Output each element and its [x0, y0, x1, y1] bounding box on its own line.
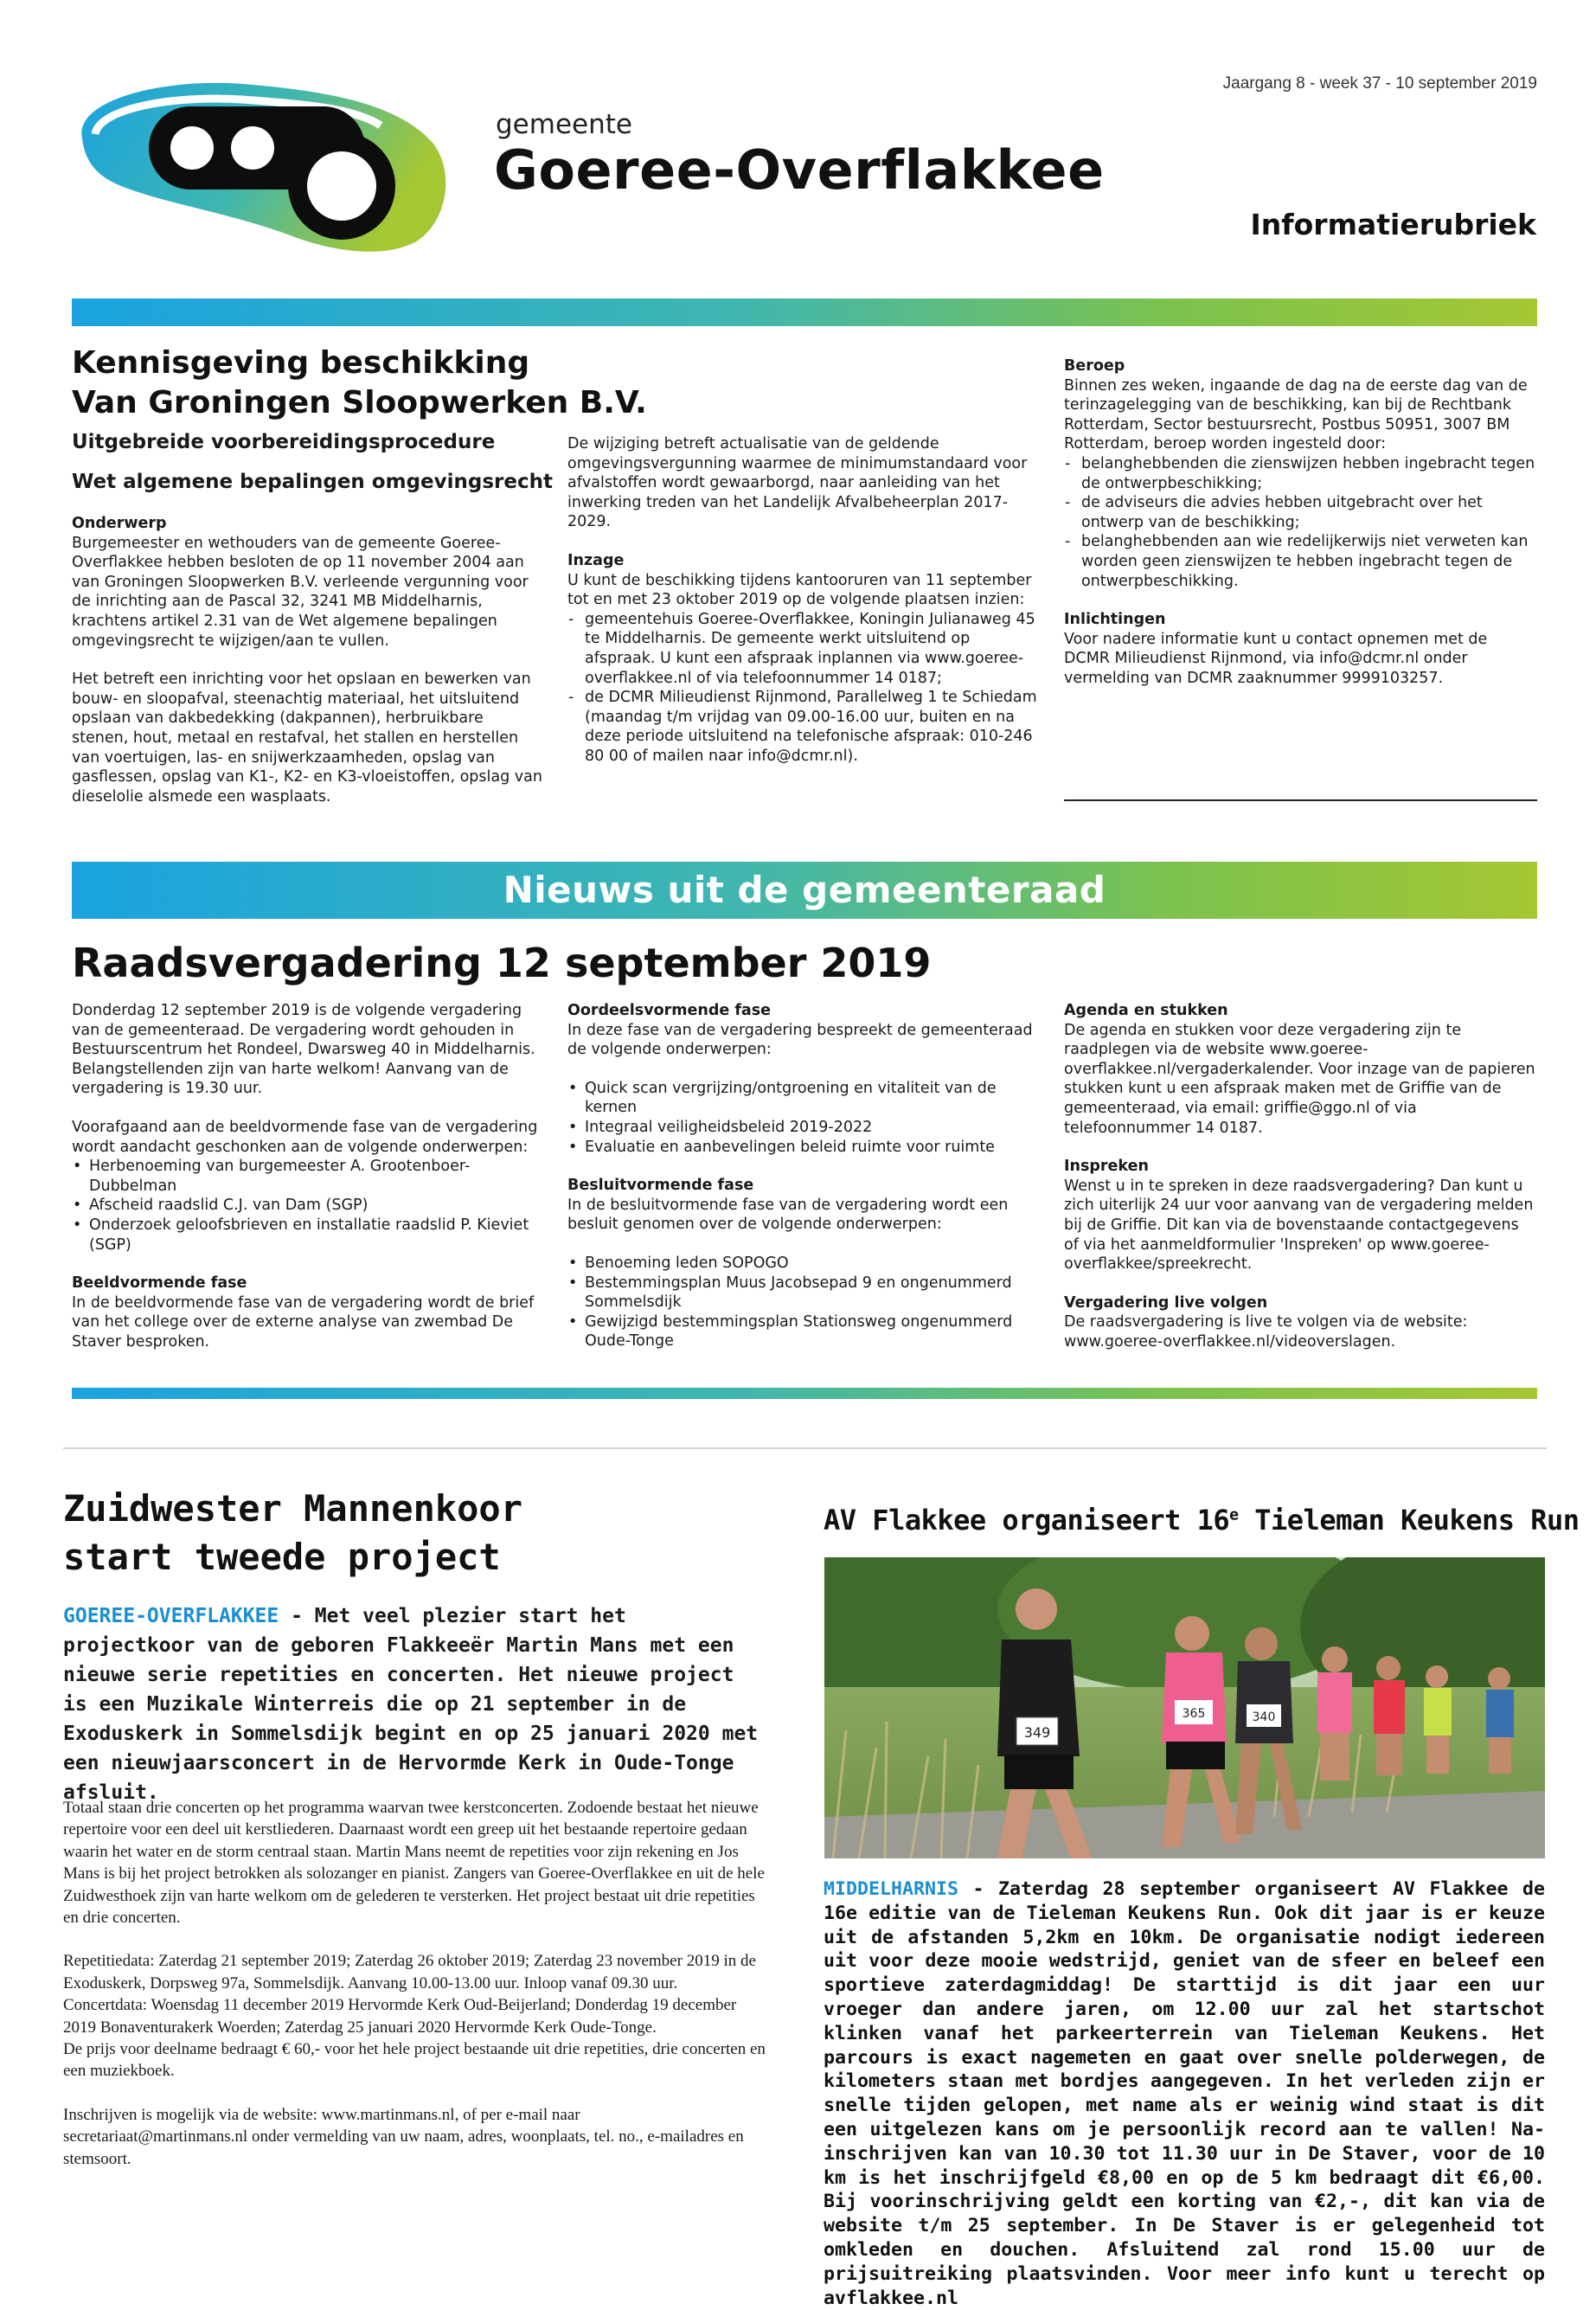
agenda-text: De agenda en stukken voor deze vergadering zijn te raadplegen via de website www.goeree-overflakkee.nl/vergaderkalender. Voor inzage van de papieren stukken kunt u een afspraak maken met de Griffie van de gemeenteraad, via email: griffie@ggo.nl of via telefoonnummer 14 0187. [1064, 1021, 1535, 1137]
opinion-phase-heading: Oordeelsvormende fase [567, 1002, 772, 1019]
opinion-list [567, 1079, 1039, 1157]
list-item: • Gewijzigd bestemmingsplan Stationsweg ongenummerd Oude-Tonge [567, 1312, 1039, 1351]
appeal-text: Binnen zes weken, ingaande de dag na de eerste dag van de terinzagelegging van de beschikking, kan bij de Rechtbank Rotterdam, Sector bestuursrecht, Postbus 50951, 3007 BM Rotterdam, beroep worden ingesteld door: [1064, 376, 1528, 453]
list-item: • Bestemmingsplan Muus Jacobsepad 9 en ongenummerd Sommelsdijk [567, 1274, 1039, 1312]
opinion-phase-text: In deze fase van de vergadering bespreekt de gemeenteraad de volgende onderwerpen: [567, 1021, 1033, 1059]
agenda-heading: Agenda en stukken [1064, 1002, 1228, 1019]
decision-list [567, 1254, 1039, 1351]
decision-phase-heading: Besluitvormende fase [567, 1177, 754, 1195]
meeting-column-1 [72, 1001, 543, 1352]
council-bottom-bar [72, 1388, 1537, 1399]
appeal-heading: Beroep [1064, 357, 1125, 375]
choir-rehearsals: Repetitiedata: Zaterdag 21 september 2019; Zaterdag 26 oktober 2019; Zaterdag 23 november 2019 in de Exoduskerk, Dorpsweg 97a, Sommelsdijk. Aanvang 10.00-13.00 uur. Inloop vanaf 09.30 uur. [63, 1952, 756, 1992]
live-text: De raadsvergadering is live te volgen via de website: www.goeree-overflakkee.nl/videoverslagen. [1064, 1313, 1468, 1351]
notice-title [72, 343, 647, 423]
logo-graphic [69, 74, 454, 260]
list-item: • Herbenoeming van burgemeester A. Grootenboer-Dubbelman [72, 1157, 543, 1196]
list-item: - de DCMR Milieudienst Rijnmond, Parallelweg 1 te Schiedam (maandag t/m vrijdag van 09.00-16.00 uur, buiten en na deze periode uitsluitend na telefonische afspraak: 010-246 80 00 of mailen naar info@dcmr.nl). [567, 688, 1039, 766]
choir-signup: Inschrijven is mogelijk via de website: www.martinmans.nl, of per e-mail naar secretariaat@martinmans.nl onder vermelding van uw naam, adres, woonplaats, tel. no., e-mailadres en stemsoort. [63, 2105, 744, 2168]
run-article-title [824, 1504, 1580, 1537]
runners-photo [824, 1557, 1545, 1858]
notice-column-3 [1064, 356, 1537, 689]
list-item: - de adviseurs die advies hebben uitgebracht over het ontwerp van de beschikking; [1064, 493, 1537, 532]
runner-bib: 365 [1182, 1707, 1206, 1721]
choir-title-line1: Zuidwester Mannenkoor [63, 1487, 523, 1530]
notice-column-2 [567, 356, 1039, 767]
list-item: - belanghebbenden die zienswijzen hebben ingebracht tegen de ontwerpbeschikking; [1064, 454, 1537, 493]
info-heading: Inlichtingen [1064, 611, 1166, 629]
image-phase-text: In de beeldvormende fase van de vergadering wordt de brief van het college over de externe analyse van zwembad De Staver besproken. [72, 1293, 535, 1351]
choir-price: De prijs voor deelname bedraagt € 60,- voor het hele project bestaande uit drie repetities, drie concerten en een muziekboek. [63, 2040, 766, 2081]
list-item: • Integraal veiligheidsbeleid 2019-2022 [567, 1118, 1039, 1138]
appeal-list [1064, 454, 1537, 591]
choir-article-title [63, 1485, 522, 1582]
prelim-text: Voorafgaand aan de beeldvormende fase van de vergadering wordt aandacht geschonken aan de volgende onderwerpen: [72, 1118, 538, 1156]
choir-paragraph: Totaal staan drie concerten op het programma waarvan twee kerstconcerten. Zodoende bestaat het nieuwe repertoire voor een deel uit kerstliederen. Daarnaast wordt een greep uit het bestaande repertoire gedaan waarin het water en de storm centraal staan. Martin Mans neemt de repetities voor zijn rekening en Jos Mans is bij het project betrokken als solozanger en pianist. Zangers van Goeree-Overflakkee en uit de hele Zuidwesthoek zijn van harte welkom om de gelederen te versterken. Het project bestaat uit drie repetities en drie concerten. [63, 1799, 765, 1928]
run-title-ordinal: e [1229, 1505, 1239, 1524]
meeting-intro: Donderdag 12 september 2019 is de volgende vergadering van de gemeenteraad. De vergadering wordt gehouden in Bestuurscentrum het Rondeel, Dwarsweg 40 in Middelharnis. Belangstellenden zijn van harte welkom! Aanvang van de vergadering is 19.30 uur. [72, 1002, 535, 1098]
inspection-text: U kunt de beschikking tijdens kantooruren van 11 september tot en met 23 oktober 2019 op de volgende plaatsen inzien: [567, 571, 1032, 609]
runner-bib: 340 [1252, 1710, 1276, 1724]
list-item: • Evaluatie en aanbevelingen beleid ruimte voor ruimte [567, 1138, 1039, 1158]
subject-heading: Onderwerp [72, 515, 167, 532]
run-title-text: AV Flakkee organiseert 16 [824, 1504, 1230, 1537]
subject-text: Burgemeester en wethouders van de gemeente Goeree-Overflakkee hebben besloten de op 11 november 2004 aan van Groningen Sloopwerken B.V. verleende vergunning voor de inrichting aan de Pascal 32, 3241 MB Middelharnis, krachtens artikel 2.31 van de Wet algemene bepalingen omgevingsrecht te wijzigen/aan te vullen. [72, 534, 529, 650]
image-phase-heading: Beeldvormende fase [72, 1274, 247, 1293]
run-dateline: MIDDELHARNIS [824, 1878, 959, 1900]
run-title-text-end: Tieleman Keukens Run [1238, 1504, 1580, 1537]
logo-kicker: gemeente [496, 109, 632, 140]
inspection-list [567, 610, 1039, 767]
run-body [824, 1877, 1545, 2310]
notice-title-line2: Van Groningen Sloopwerken B.V. [72, 385, 647, 420]
section-label: Informatierubriek [1250, 208, 1536, 241]
speak-heading: Inspreken [1064, 1158, 1149, 1176]
notice-column-1 [72, 514, 543, 806]
run-body-text: - Zaterdag 28 september organiseert AV Flakkee de 16e editie van de Tieleman Keukens Run. Ook dit jaar is er keuze uit de afstanden 5,2km en 10km. De organisatie nodigt iedereen uit voor deze mooie wedstrijd, geniet van de sfeer en beleef een sportieve zaterdagmiddag! De starttijd is dit jaar een uur vroeger dan andere jaren, om 12.00 uur zal het startschot klinken vanaf het parkeerterrein van Tieleman Keukens. Het parcours is exact nagemeten en gaat over snelle polderwegen, de kilometers staan met bordjes aangegeven. In het verleden zijn er snelle tijden gelopen, met name als er weinig wind staat is dit een uitgelezen kans om je persoonlijk record aan te vallen! Na- inschrijven kan van 10.30 tot 11.30 uur in De Staver, voor de 10 km is het inschrijfgeld €8,00 en op de 5 km bedraagt dit €6,00. Bij voorinschrijving geldt een korting van €2,-, dit kan via de website t/m 25 september. In De Staver is er gelegenheid tot omkleden en douchen. Afsluitend zal rond 15.00 uur de prijsuitreiking plaatsvinden. Voor meer info kunt u terecht op avflakkee.nl [824, 1878, 1545, 2309]
runners-photo-illustration [824, 1557, 1545, 1858]
council-banner [72, 862, 1537, 919]
notice-title-line1: Kennisgeving beschikking [72, 345, 530, 381]
meeting-column-3 [1064, 1001, 1537, 1352]
choir-concerts: Concertdata: Woensdag 11 december 2019 Hervormde Kerk Oud-Beijerland; Donderdag 19 december 2019 Bonaventurakerk Woerden; Zaterdag 25 januari 2020 Hervormde Kerk Oude-Tonge. [63, 1996, 737, 2037]
gradient-divider [72, 298, 1537, 326]
choir-lead [63, 1601, 768, 1807]
runner-bib: 349 [1023, 1724, 1051, 1741]
list-item: • Afscheid raadslid C.J. van Dam (SGP) [72, 1196, 543, 1216]
live-heading: Vergadering live volgen [1064, 1293, 1268, 1312]
choir-lead-text: - Met veel plezier start het projectkoor van de geboren Flakkeeër Martin Mans met een nieuwe serie repetities en concerten. Het nieuwe project is een Muzikale Winterreis die op 21 september in de Exoduskerk in Sommelsdijk begint en op 25 januari 2020 met een nieuwjaarsconcert in de Hervormde Kerk in Oude-Tonge afsluit. [63, 1605, 759, 1804]
edition-info: Jaargang 8 - week 37 - 10 september 2019 [1222, 74, 1537, 93]
decision-phase-text: In de besluitvormende fase van de vergadering wordt een besluit genomen over de volgende onderwerpen: [567, 1196, 1009, 1234]
inspection-heading: Inzage [567, 551, 625, 569]
meeting-column-2 [567, 1001, 1039, 1351]
change-text: De wijziging betreft actualisatie van de geldende omgevingsvergunning waarmee de minimumstandaard voor afvalstoffen wordt gewaarborgd, naar aanleiding van het inwerking treden van het Landelijk Afvalbeheerplan 2017-2029. [567, 435, 1028, 531]
prelim-list [72, 1157, 543, 1254]
municipality-logo [69, 74, 454, 260]
list-item: - belanghebbenden aan wie redelijkerwijs niet verweten kan worden geen zienswijzen te hebben ingebracht tegen de ontwerpbeschikking. [1064, 532, 1537, 591]
info-text: Voor nadere informatie kunt u contact opnemen met de DCMR Milieudienst Rijnmond, via info@dcmr.nl onder vermelding van DCMR zaaknummer 9999103257. [1064, 630, 1488, 687]
column-end-rule [1064, 799, 1537, 801]
council-banner-label: Nieuws uit de gemeenteraad [503, 869, 1106, 911]
choir-dateline: GOEREE-OVERFLAKKEE [63, 1605, 279, 1627]
section-divider [63, 1447, 1547, 1449]
list-item: - gemeentehuis Goeree-Overflakkee, Koningin Julianaweg 45 te Middelharnis. De gemeente werkt uitsluitend op afspraak. U kunt een afspraak inplannen via www.goeree-overflakkee.nl of via telefoonnummer 14 0187; [567, 610, 1039, 688]
choir-body [63, 1797, 768, 2170]
notice-subtitle: Wet algemene bepalingen omgevingsrecht [72, 471, 553, 493]
municipality-name: Goeree-Overflakkee [494, 138, 1105, 202]
notice-subtitle: Uitgebreide voorbereidingsprocedure [72, 431, 496, 453]
choir-title-line2: start tweede project [63, 1536, 501, 1578]
list-item: • Quick scan vergrijzing/ontgroening en vitaliteit van de kernen [567, 1079, 1039, 1118]
list-item: • Onderzoek geloofsbrieven en installatie raadslid P. Kieviet (SGP) [72, 1216, 543, 1254]
subject-text-2: Het betreft een inrichting voor het opslaan en bewerken van bouw- en sloopafval, steenachtig materiaal, het uitsluitend opslaan van dakbedekking (dakpannen), herbruikbare stenen, hout, metaal en restafval, het stallen en herstellen van voertuigen, las- en snijwerkzaamheden, opslag van gasflessen, opslag van K1-, K2- en K3-vloeistoffen, opslag van dieselolie alsmede een wasplaats. [72, 671, 542, 805]
speak-text: Wenst u in te spreken in deze raadsvergadering? Dan kunt u zich uiterlijk 24 uur voor aanvang van de vergadering melden bij de Griffie. Dit kan via de bovenstaande contactgegevens of via het aanmeldformulier 'Inspreken' op www.goeree-overflakkee/spreekrecht. [1064, 1177, 1534, 1274]
meeting-title: Raadsvergadering 12 september 2019 [72, 940, 932, 986]
list-item: • Benoeming leden SOPOGO [567, 1254, 1039, 1274]
